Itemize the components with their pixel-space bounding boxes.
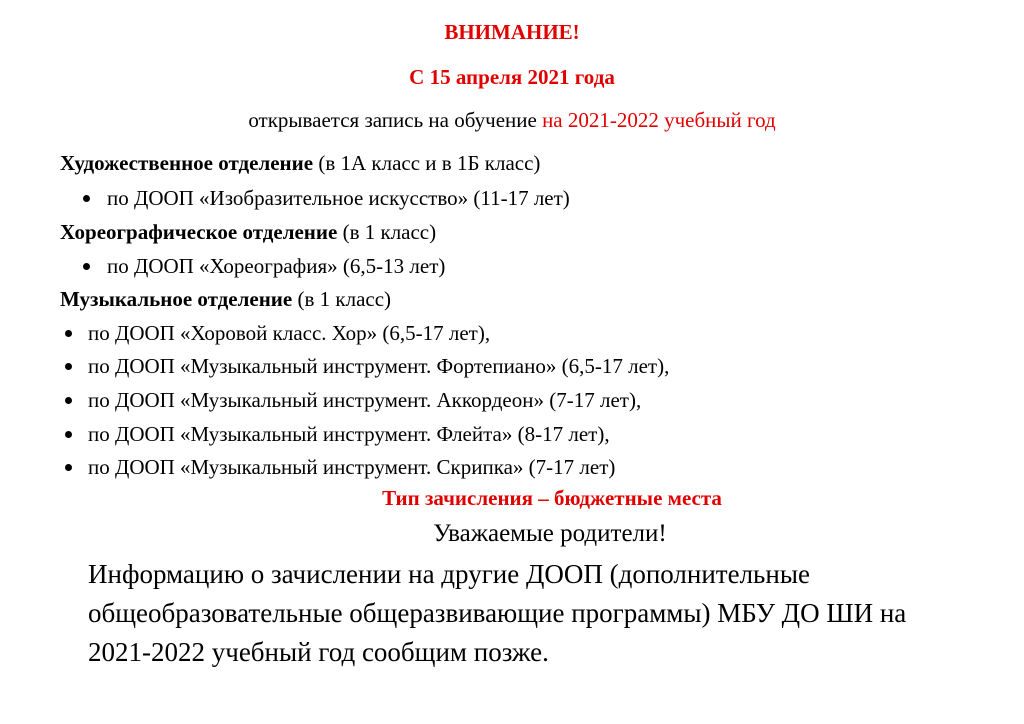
- bullet-icon: [83, 195, 90, 202]
- department-art-detail: (в 1А класс и в 1Б класс): [313, 151, 541, 175]
- opening-text: открывается запись на обучение: [248, 108, 543, 132]
- enrollment-type: Тип зачисления – бюджетные места: [382, 486, 722, 510]
- program-text: по ДООП «Музыкальный инструмент. Фортепиано» (6,5-17 лет),: [88, 354, 670, 378]
- program-item: [65, 457, 72, 478]
- department-choreo-name: Хореографическое отделение: [60, 220, 338, 244]
- program-item: [65, 356, 72, 377]
- bullet-icon: [83, 263, 90, 270]
- info-line: Информацию о зачислении на другие ДООП (дополнительные: [88, 559, 810, 589]
- program-item: [65, 424, 72, 445]
- program-text: по ДООП «Хореография» (6,5-13 лет): [107, 254, 446, 278]
- attention-heading: ВНИМАНИЕ!: [444, 20, 580, 44]
- department-art-name: Художественное отделение: [60, 151, 314, 175]
- program-text: по ДООП «Изобразительное искусство» (11-17 лет): [107, 186, 570, 210]
- department-music: [60, 289, 391, 310]
- program-text: по ДООП «Музыкальный инструмент. Флейта» (8-17 лет),: [88, 422, 610, 446]
- department-choreo-detail: (в 1 класс): [337, 220, 437, 244]
- bullet-icon: [65, 397, 72, 404]
- program-text: по ДООП «Музыкальный инструмент. Аккордеон» (7-17 лет),: [88, 388, 642, 412]
- info-line: 2021-2022 учебный год сообщим позже.: [88, 637, 549, 667]
- bullet-icon: [65, 330, 72, 337]
- bullet-icon: [65, 363, 72, 370]
- program-text: по ДООП «Музыкальный инструмент. Скрипка» (7-17 лет): [88, 455, 616, 479]
- bullet-icon: [65, 464, 72, 471]
- program-item: [65, 323, 72, 344]
- department-music-name: Музыкальное отделение: [60, 287, 293, 311]
- date-heading: С 15 апреля 2021 года: [409, 65, 615, 89]
- opening-line: [0, 110, 1024, 131]
- department-music-detail: (в 1 класс): [292, 287, 392, 311]
- info-line: общеобразовательные общеразвивающие программы) МБУ ДО ШИ на: [88, 598, 907, 628]
- opening-year: на 2021-2022 учебный год: [542, 108, 776, 132]
- program-item: [83, 256, 90, 277]
- program-item: [83, 188, 90, 209]
- department-art: [60, 153, 540, 174]
- bullet-icon: [65, 431, 72, 438]
- greeting: Уважаемые родители!: [433, 520, 667, 547]
- program-text: по ДООП «Хоровой класс. Хор» (6,5-17 лет),: [88, 321, 491, 345]
- department-choreo: [60, 222, 436, 243]
- program-item: [65, 390, 72, 411]
